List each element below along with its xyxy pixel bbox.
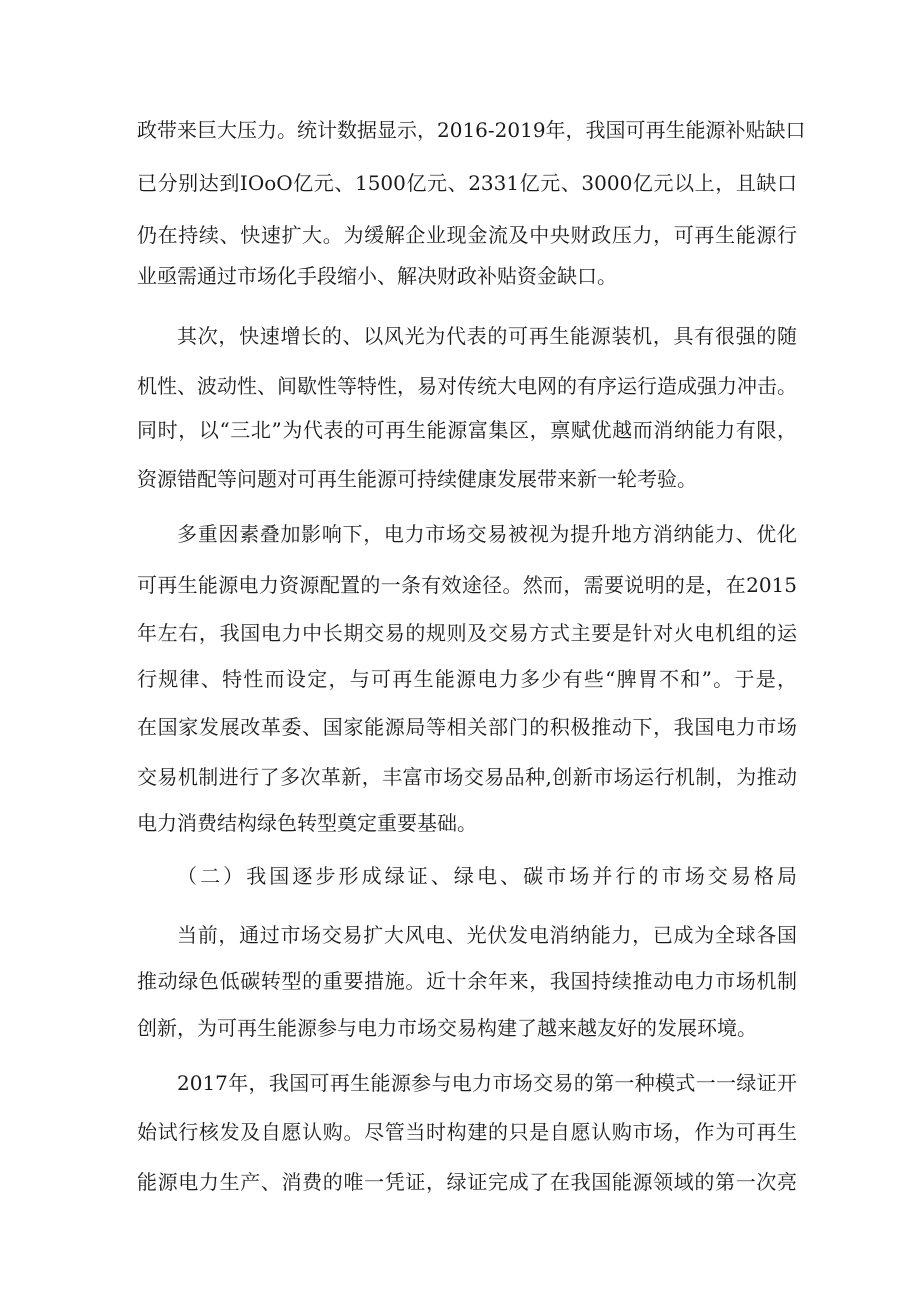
paragraph-1-line-2: 已分别达到IOoO亿元、1500亿元、2331亿元、3000亿元以上，且缺口 [137, 171, 797, 195]
paragraph-1-line-1: 政带来巨大压力。统计数据显示，2016-2019年，我国可再生能源补贴缺口 [137, 118, 806, 142]
paragraph-3-line-3: 年左右，我国电力中长期交易的规则及交易方式主要是针对火电机组的运 [137, 621, 797, 645]
paragraph-4-line-2: 推动绿色低碳转型的重要措施。近十余年来，我国持续推动电力市场机制 [137, 969, 797, 993]
section-heading: （二）我国逐步形成绿证、绿电、碳市场并行的市场交易格局 [177, 864, 797, 888]
paragraph-5-line-1: 2017年，我国可再生能源参与电力市场交易的第一种模式一一绿证开 [177, 1071, 797, 1095]
paragraph-1-line-3: 仍在持续、快速扩大。为缓解企业现金流及中央财政压力，可再生能源行 [137, 223, 797, 247]
paragraph-3-line-6: 交易机制进行了多次革新，丰富市场交易品种,创新市场运行机制，为推动 [137, 765, 797, 789]
paragraph-3-line-2: 可再生能源电力资源配置的一条有效途径。然而，需要说明的是，在2015 [137, 573, 797, 597]
paragraph-1-line-4: 业亟需通过市场化手段缩小、解决财政补贴资金缺口。 [137, 264, 617, 288]
paragraph-2-line-4: 资源错配等问题对可再生能源可持续健康发展带来新一轮考验。 [137, 467, 697, 491]
paragraph-5-line-2: 始试行核发及自愿认购。尽管当时构建的只是自愿认购市场，作为可再生 [137, 1120, 797, 1144]
paragraph-2-line-3: 同时，以“三北”为代表的可再生能源富集区，禀赋优越而消纳能力有限， [137, 418, 797, 442]
paragraph-3-line-1: 多重因素叠加影响下，电力市场交易被视为提升地方消纳能力、优化 [177, 522, 797, 546]
paragraph-2-line-1: 其次，快速增长的、以风光为代表的可再生能源装机，具有很强的随 [177, 324, 797, 348]
paragraph-3-line-5: 在国家发展改革委、国家能源局等相关部门的积极推动下，我国电力市场 [137, 715, 797, 739]
paragraph-2-line-2: 机性、波动性、间歇性等特性，易对传统大电网的有序运行造成强力冲击。 [137, 374, 797, 398]
paragraph-3-line-7: 电力消费结构绿色转型奠定重要基础。 [137, 811, 477, 835]
paragraph-3-line-4: 行规律、特性而设定，与可再生能源电力多少有些“脾胃不和”。于是， [137, 667, 797, 691]
paragraph-4-line-3: 创新，为可再生能源参与电力市场交易构建了越来越友好的发展环境。 [137, 1016, 757, 1040]
paragraph-5-line-3: 能源电力生产、消费的唯一凭证，绿证完成了在我国能源领域的第一次亮 [137, 1170, 797, 1194]
paragraph-4-line-1: 当前，通过市场交易扩大风电、光伏发电消纳能力，已成为全球各国 [177, 923, 797, 947]
